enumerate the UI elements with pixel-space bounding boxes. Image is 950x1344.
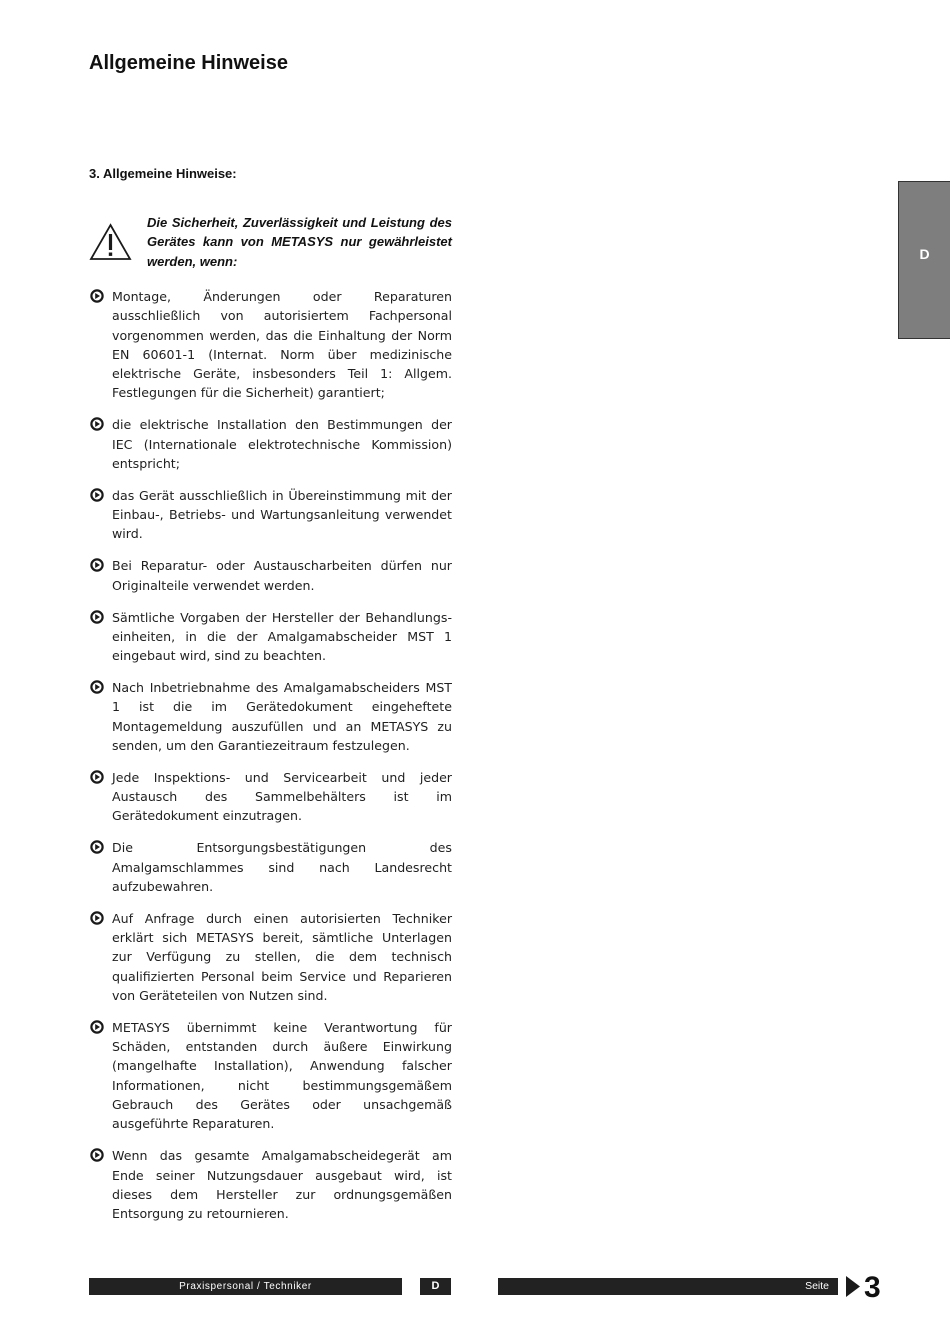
list-item-text: Jede Inspektions- und Servicearbeit und jeder Austausch des Sammelbehälters ist im Gerätedokument einzutragen. — [112, 769, 452, 824]
play-circle-icon — [90, 1020, 104, 1034]
play-circle-icon — [90, 289, 104, 303]
list-item-text: Bei Reparatur- oder Austauscharbeiten dürfen nur Originalteile verwendet werden. — [112, 558, 452, 593]
warning-triangle-icon — [89, 223, 132, 261]
list-item-text: METASYS übernimmt keine Verantwortung für Schäden, entstanden durch äußere Einwirkung (mangelhafte Installation), Anwendung falscher Informationen, nicht bestimmungsgemäßem Gebrauch des Gerätes oder unsachgemäß ausgeführte Reparaturen. — [112, 1019, 452, 1132]
list-item-text: Auf Anfrage durch einen autorisierten Techniker erklärt sich METASYS bereit, sämtliche Unterlagen zur Verfügung zu stellen, die dem technisch qualifizierten Personal beim Service und Reparieren von Geräteteilen von Nutzen sind. — [112, 910, 452, 1003]
section-heading: 3. Allgemeine Hinweise: — [89, 166, 237, 181]
play-circle-icon — [90, 770, 104, 784]
list-item — [89, 608, 452, 666]
list-item-text: Montage, Änderungen oder Reparaturen ausschließlich von autorisiertem Fachpersonal vorgenommen werden, das die Einhaltung der Norm EN 60601-1 (Internat. Norm über medizinische elektrische Geräte, insbesonders Teil 1: Allgem. Festlegungen für die Sicherheit) garantiert; — [112, 289, 452, 401]
footer-audience: Praxispersonal / Techniker — [89, 1278, 402, 1295]
play-circle-icon — [90, 558, 104, 572]
play-circle-icon — [90, 680, 104, 694]
play-circle-icon — [90, 840, 104, 854]
list-item-text: die elektrische Installation den Bestimmungen der IEC (Internationale elektrotechnische Kommission) entspricht; — [112, 417, 452, 471]
list-item — [89, 909, 452, 1005]
page-number: 3 — [864, 1271, 881, 1304]
page-title: Allgemeine Hinweise — [89, 52, 288, 74]
list-item — [89, 1018, 452, 1134]
list-item — [89, 415, 452, 473]
side-tab-label: D — [919, 246, 930, 262]
triangle-right-icon — [846, 1276, 860, 1297]
list-item — [89, 486, 452, 544]
list-item — [89, 678, 452, 755]
list-item-text: das Gerät ausschließlich in Übereinstimmung mit der Einbau-, Betriebs- und Wartungsanleitung verwendet wird. — [112, 487, 452, 542]
list-item — [89, 287, 452, 403]
list-item — [89, 838, 452, 896]
instruction-list — [89, 287, 452, 1236]
footer-page-label: Seite — [498, 1278, 838, 1295]
play-circle-icon — [90, 1148, 104, 1162]
list-item-text: Wenn das gesamte Amalgamabscheidegerät am Ende seiner Nutzungsdauer ausgebaut wird, ist dieses dem Hersteller zur ordnungsgemäßen Entsorgung zu retournieren. — [112, 1148, 452, 1222]
list-item — [89, 1146, 452, 1223]
list-item — [89, 768, 452, 826]
play-circle-icon — [90, 417, 104, 431]
play-circle-icon — [90, 911, 104, 925]
footer-language: D — [420, 1278, 451, 1295]
list-item-text: Nach Inbetriebnahme des Amalgamabscheiders MST 1 ist die im Gerätedokument eingeheftete Montagemeldung auszufüllen und an METASYS zu senden, um den Garantiezeitraum festzulegen. — [112, 680, 452, 753]
play-circle-icon — [90, 488, 104, 502]
list-item-text: Die Entsorgungsbestätigungen des Amalgamschlammes sind nach Landesrecht aufzubewahren. — [112, 840, 452, 894]
language-side-tab — [898, 181, 950, 339]
play-circle-icon — [90, 610, 104, 624]
warning-text: Die Sicherheit, Zuverlässigkeit und Leistung des Gerätes kann von METASYS nur gewährleistet werden, wenn: — [147, 215, 452, 269]
list-item-text: Sämtliche Vorgaben der Hersteller der Behandlungs-einheiten, in die der Amalgamabscheider MST 1 eingebaut wird, sind zu beachten. — [112, 609, 452, 664]
list-item — [89, 556, 452, 595]
